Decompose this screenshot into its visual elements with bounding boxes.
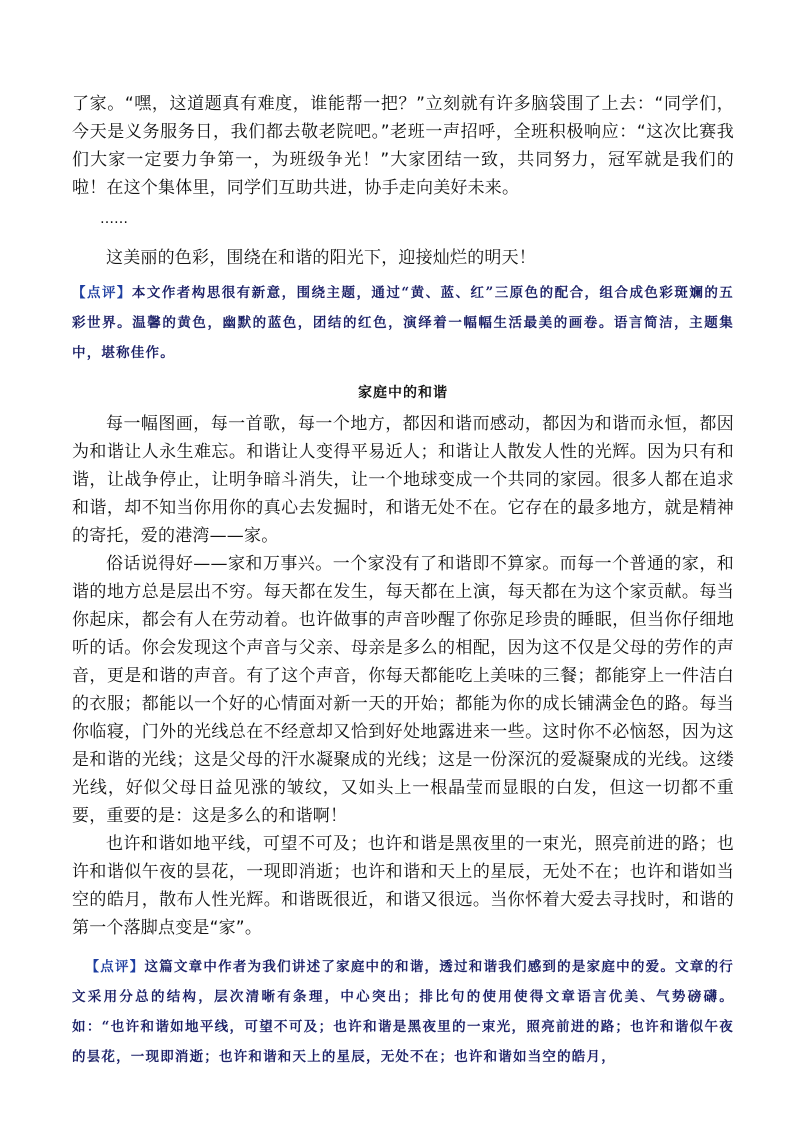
essay-paragraph-1: 每一幅图画，每一首歌，每一个地方，都因和谐而感动，都因为和谐而永恒，都因为和谐让人永生难忘。和谐让人变得平易近人；和谐让人散发人性的光辉。因为只有和谐，让战争停止，让明争暗斗消失，让一个地球变成一个共同的家园。很多人都在追求和谐，却不知当你用你的真心去发掘时，和谐无处不在。它存在的最多地方，就是精神的寄托，爱的港湾——家。 (72, 414, 734, 546)
comment-block-1 (72, 278, 734, 368)
comment-tag: 【点评】 (72, 285, 132, 301)
essay-paragraph-2: 俗话说得好——家和万事兴。一个家没有了和谐即不算家。而每一个普通的家，和谐的地方总是层出不穷。每天都在发生，每天都在上演，每天都在为这个家贡献。每当你起床，都会有人在劳动着。也许做事的声音吵醒了你弥足珍贵的睡眠，但当你仔细地听的话。你会发现这个声音与父亲、母亲是多么的相配，因为这不仅是父母的劳作的声音，更是和谐的声音。有了这个声音，你每天都能吃上美味的三餐；都能穿上一件洁白的衣服；都能以一个好的心情面对新一天的开始；都能为你的成长铺满金色的路。每当你临寝，门外的光线总在不经意却又恰到好处地露进来一些。这时你不必恼怒，因为这是和谐的光线；这是父母的汗水凝聚成的光线；这是一份深沉的爱凝聚成的光线。这缕光线，好似父母日益见涨的皱纹，又如头上一根晶莹而显眼的白发，但这一切都不重要，重要的是：这是多么的和谐啊！ (72, 554, 734, 826)
intro-paragraph: 了家。“嘿，这道题真有难度，谁能帮一把？”立刻就有许多脑袋围了上去：“同学们，今天是义务服务日，我们都去敬老院吧。”老班一声招呼，全班积极响应：“这次比赛我们大家一定要力争第一，为班级争光！”大家团结一致，共同努力，冠军就是我们的啦！在这个集体里，同学们互助共进，协手走向美好未来。 (72, 94, 734, 198)
comment-block-2 (72, 952, 734, 1072)
document-page (72, 90, 734, 1072)
closing-line: 这美丽的色彩，围绕在和谐的阳光下，迎接灿烂的明天！ (106, 248, 536, 268)
comment-text: 这篇文章中作者为我们讲述了家庭中的和谐，透过和谐我们感到的是家庭中的爱。文章的行文采用分总的结构，层次清晰有条理，中心突出；排比句的使用使得文章语言优美、气势磅礴。如：“也许和谐如地平线，可望不可及；也许和谐是黑夜里的一束光，照亮前进的路；也许和谐似午夜的昙花，一现即消逝；也许和谐和天上的星辰，无处不在；也许和谐如当空的皓月， (72, 959, 734, 1065)
essay-title: 家庭中的和谐 (358, 385, 448, 401)
ellipsis: …… (100, 211, 128, 227)
comment-text: 本文作者构思很有新意，围绕主题，通过“黄、蓝、红”三原色的配合，组合成色彩斑斓的五彩世界。温馨的黄色，幽默的蓝色，团结的红色，演绎着一幅幅生活最美的画卷。语言简洁，主题集中，堪称佳作。 (72, 285, 734, 361)
comment-tag: 【点评】 (85, 959, 145, 975)
essay-paragraph-3: 也许和谐如地平线，可望不可及；也许和谐是黑夜里的一束光，照亮前进的路；也许和谐似午夜的昙花，一现即消逝；也许和谐和天上的星辰，无处不在；也许和谐如当空的皓月，散布人性光辉。和谐既很近，和谐又很远。当你怀着大爱去寻找时，和谐的第一个落脚点变是“家”。 (72, 834, 734, 938)
